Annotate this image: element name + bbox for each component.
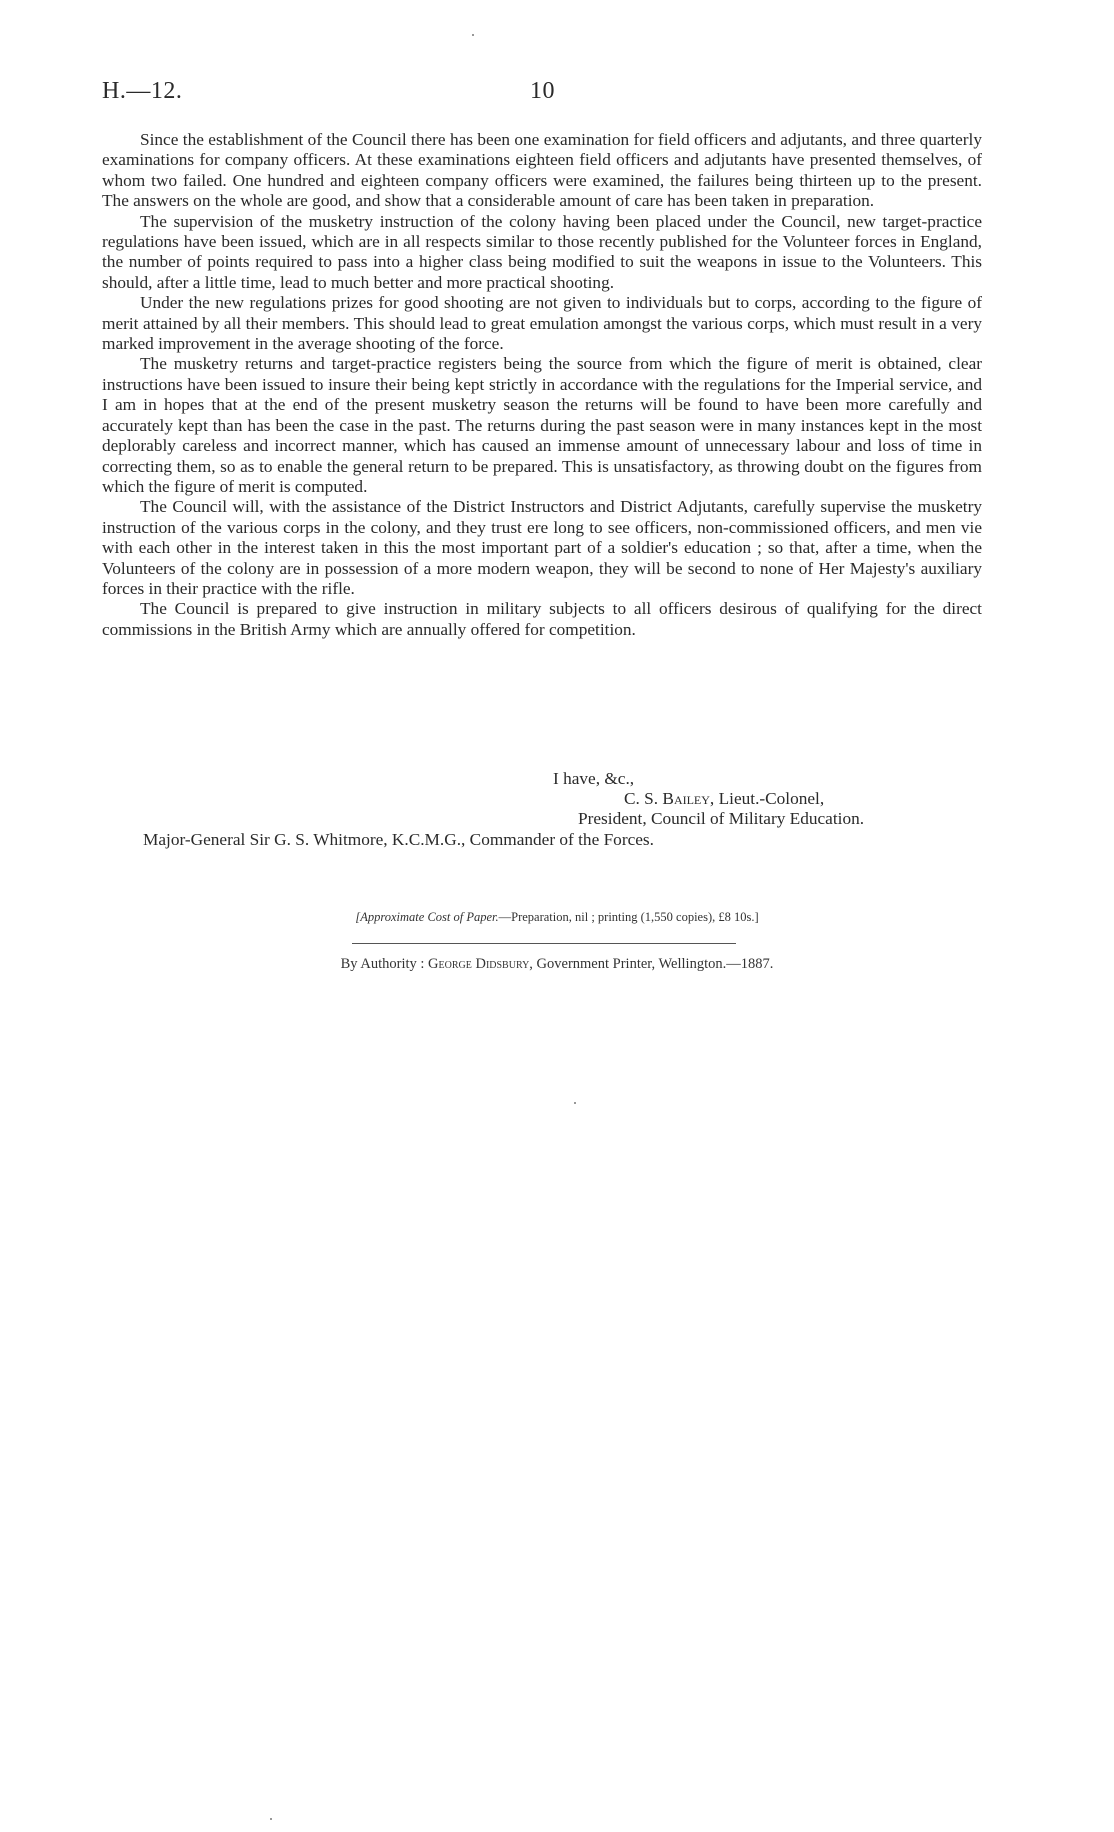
signature-closing: I have, &c., [553, 769, 635, 788]
paragraph-prizes: Under the new regulations prizes for good shooting are not given to individuals but to corps, according to the figure of merit attained by all their members. This should lead to great emulation amongst the various corps, which must result in a very marked improvement in the average shooting of the force. [102, 293, 982, 354]
letter-body [102, 130, 982, 640]
paragraph-instruction-offer: The Council is prepared to give instruction in military subjects to all officers desirous of qualifying for the direct commissions in the British Army which are annually offered for competition. [102, 599, 982, 639]
printer-imprint [0, 956, 1114, 973]
paper-speck [574, 1102, 576, 1104]
paper-speck [472, 34, 474, 36]
signatory-name: C. S. Bailey, [624, 789, 715, 808]
signatory-title: President, Council of Military Education. [578, 809, 865, 828]
cost-label: [Approximate Cost of Paper. [355, 910, 499, 924]
document-reference: H.—12. [102, 78, 183, 104]
paper-speck [270, 1818, 272, 1820]
signature-name-line [624, 789, 824, 809]
printer-name: George Didsbury, [428, 956, 533, 972]
cost-footnote [0, 910, 1114, 925]
signatory-rank: Lieut.-Colonel, [718, 789, 825, 808]
cost-details: —Preparation, nil ; printing (1,550 copies), £8 10s.] [498, 910, 759, 924]
divider-rule [352, 943, 736, 944]
addressee: Major-General Sir G. S. Whitmore, K.C.M.G., Commander of the Forces. [143, 830, 654, 849]
page-number: 10 [530, 78, 555, 104]
paragraph-examinations: Since the establishment of the Council there has been one examination for field officers and adjutants, and three quarterly examinations for company officers. At these examinations eighteen field officers and adjutants have presented themselves, of whom two failed. One hundred and eighteen company officers were examined, the failures being thirteen up to the present. The answers on the whole are good, and show that a considerable amount of care has been taken in preparation. [102, 130, 982, 211]
imprint-prefix: By Authority : [340, 956, 425, 972]
paragraph-supervision: The Council will, with the assistance of the District Instructors and District Adjutants, carefully supervise the musketry instruction of the various corps in the colony, and they trust ere long to see officers, non-commissioned officers, and men vie with each other in the interest taken in this the most important part of a soldier's education ; so that, after a time, when the Volunteers of the colony are in possession of a more modern weapon, they will be second to none of Her Majesty's auxiliary forces in their practice with the rifle. [102, 497, 982, 598]
paragraph-musketry-regulations: The supervision of the musketry instruction of the colony having been placed under the Council, new target-practice regulations have been issued, which are in all respects similar to those recently published for the Volunteer forces in England, the number of points required to pass into a higher class being modified to suit the weapons in issue to the Volunteers. This should, after a little time, lead to much better and more practical shooting. [102, 211, 982, 292]
imprint-suffix: Government Printer, Wellington.—1887. [536, 956, 774, 972]
paragraph-returns: The musketry returns and target-practice registers being the source from which the figure of merit is obtained, clear instructions have been issued to insure their being kept strictly in accordance with the regulations for the Imperial service, and I am in hopes that at the end of the present musketry season the returns will be found to have been more carefully and accurately kept than has been the case in the past. The returns during the past season were in many instances kept in the most deplorably careless and incorrect manner, which has caused an immense amount of unnecessary labour and loss of time in correcting them, so as to enable the general return to be prepared. This is unsatisfactory, as throwing doubt on the figures from which the figure of merit is computed. [102, 354, 982, 496]
